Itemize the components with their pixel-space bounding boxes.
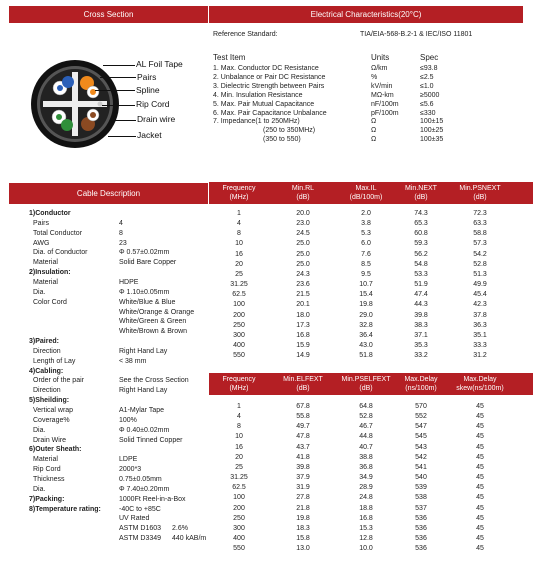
table-cell: 24.3 bbox=[296, 270, 310, 278]
spec-value: 4 bbox=[119, 219, 123, 227]
table-cell: 1 bbox=[237, 403, 241, 410]
test-spec: ≤330 bbox=[420, 109, 436, 117]
spec-extra: 440 kAB/m bbox=[172, 535, 207, 543]
spec-value: Φ 0.57±0.02mm bbox=[119, 249, 170, 257]
test-item: 7. Impedance(1 to 250MHz) bbox=[213, 118, 300, 126]
table-cell: 38.8 bbox=[359, 453, 373, 461]
table-cell: 10 bbox=[235, 240, 243, 248]
spec-label: Dia. of Conductor bbox=[33, 249, 88, 257]
spec-value: A1-Mylar Tape bbox=[119, 407, 165, 414]
table-cell: 536 bbox=[415, 545, 427, 553]
section-heading: 5)Sheilding: bbox=[29, 397, 70, 405]
table-cell: 46.7 bbox=[359, 423, 373, 431]
spec-value: 2000*3 bbox=[119, 466, 142, 474]
table-cell: 38.3 bbox=[414, 321, 428, 329]
table-cell: 40.7 bbox=[359, 443, 373, 451]
section-heading: 6)Outer Sheath: bbox=[29, 446, 82, 454]
table-cell: 29.0 bbox=[359, 311, 373, 319]
spec-value: Solid Bare Copper bbox=[119, 259, 177, 267]
table-cell: 31.9 bbox=[296, 484, 310, 492]
test-item: (350 to 550) bbox=[263, 136, 301, 144]
table-cell: 15.9 bbox=[296, 341, 310, 349]
electrical-title-bar bbox=[209, 6, 523, 23]
spec-label: Rip Cord bbox=[33, 466, 61, 474]
table-cell: 45 bbox=[476, 524, 484, 532]
table-cell: 21.5 bbox=[296, 291, 310, 299]
test-unit: nF/100m bbox=[371, 100, 399, 108]
table-cell: 59.3 bbox=[414, 240, 428, 248]
section-heading: 3)Paired: bbox=[29, 338, 59, 346]
table-cell: 27.8 bbox=[296, 494, 310, 502]
column-unit: (dB) bbox=[296, 194, 310, 201]
table-cell: 37.8 bbox=[473, 311, 487, 319]
table-cell: 200 bbox=[233, 311, 245, 319]
table-cell: 37.9 bbox=[296, 474, 310, 482]
test-item: 2. Unbalance or Pair DC Resistance bbox=[213, 73, 326, 81]
table-cell: 35.1 bbox=[473, 331, 487, 339]
table-cell: 37.1 bbox=[414, 331, 428, 339]
units-header: Units bbox=[371, 53, 390, 62]
label-rip-cord: Rip Cord bbox=[136, 99, 170, 109]
table-cell: 15.4 bbox=[359, 291, 373, 299]
reference-value: TIA/EIA-568-B.2-1 & IEC/ISO 11801 bbox=[360, 31, 473, 38]
table-cell: 540 bbox=[415, 474, 427, 482]
section-heading: 7)Packing: bbox=[29, 495, 65, 503]
table-cell: 20 bbox=[235, 260, 243, 268]
label-spline: Spline bbox=[136, 85, 160, 95]
column-unit: (dB) bbox=[359, 385, 373, 392]
table-cell: 1 bbox=[237, 210, 241, 217]
column-unit: (ns/100m) bbox=[405, 385, 437, 392]
test-spec: ≤5.6 bbox=[420, 100, 434, 108]
table-cell: 4 bbox=[237, 413, 241, 421]
table-cell: 4 bbox=[237, 220, 241, 228]
table-cell: 45 bbox=[476, 443, 484, 451]
table-cell: 62.5 bbox=[232, 484, 246, 492]
column-unit: (MHz) bbox=[229, 194, 249, 201]
table-cell: 400 bbox=[233, 341, 245, 349]
table-cell: 42.3 bbox=[473, 301, 487, 309]
table-cell: 18.0 bbox=[296, 311, 310, 319]
table-cell: 32.8 bbox=[359, 321, 373, 329]
table-cell: 9.5 bbox=[361, 270, 371, 278]
table-cell: 47.8 bbox=[296, 433, 310, 441]
table-cell: 45 bbox=[476, 403, 484, 410]
spec-label: Total Conductor bbox=[33, 229, 83, 237]
table-cell: 20.1 bbox=[296, 301, 310, 309]
column-unit: skew(ns/100m) bbox=[456, 385, 504, 392]
table-cell: 39.8 bbox=[296, 463, 310, 471]
table-cell: 25.0 bbox=[296, 260, 310, 268]
table-cell: 16 bbox=[235, 250, 243, 258]
table-cell: 550 bbox=[233, 352, 245, 360]
test-spec: ≤93.8 bbox=[420, 65, 438, 72]
reference-label: Reference Standard: bbox=[213, 31, 278, 38]
table-cell: 45.4 bbox=[473, 291, 487, 299]
table-cell: 41.8 bbox=[296, 453, 310, 461]
table-cell: 7.6 bbox=[361, 250, 371, 258]
spec-value: LDPE bbox=[119, 456, 138, 464]
table-cell: 65.3 bbox=[414, 220, 428, 228]
test-unit: kV/min bbox=[371, 82, 393, 90]
table-cell: 545 bbox=[415, 433, 427, 441]
table-cell: 10 bbox=[235, 433, 243, 441]
spec-value: Right Hand Lay bbox=[119, 347, 168, 355]
section-heading: 1)Conductor bbox=[29, 210, 71, 217]
test-unit: % bbox=[371, 73, 378, 81]
table-cell: 537 bbox=[415, 504, 427, 512]
label-jacket: Jacket bbox=[137, 130, 162, 140]
table-cell: 63.3 bbox=[473, 220, 487, 228]
table-cell: 6.0 bbox=[361, 240, 371, 248]
column-header: Max.Delay bbox=[404, 376, 438, 383]
table-cell: 54.2 bbox=[473, 250, 487, 258]
table-cell: 10.7 bbox=[359, 281, 373, 289]
column-header: Min.RL bbox=[291, 185, 315, 192]
test-spec: ≥5000 bbox=[420, 91, 440, 99]
table-cell: 541 bbox=[415, 463, 427, 471]
column-header: Frequency bbox=[222, 376, 256, 383]
test-unit: Ω bbox=[371, 118, 377, 126]
table-cell: 34.9 bbox=[359, 474, 373, 482]
table-cell: 49.7 bbox=[296, 423, 310, 431]
spec-label: Order of the pair bbox=[33, 377, 84, 385]
spec-value: ASTM D1603 bbox=[119, 525, 162, 533]
spec-value: See the Cross Section bbox=[119, 377, 189, 385]
column-unit: (dB/100m) bbox=[349, 194, 383, 201]
leader-line bbox=[103, 65, 135, 66]
table-cell: 5.3 bbox=[361, 230, 371, 238]
test-unit: pF/100m bbox=[371, 109, 399, 117]
table-cell: 45 bbox=[476, 463, 484, 471]
table-cell: 57.3 bbox=[473, 240, 487, 248]
test-unit: Ω bbox=[371, 136, 377, 144]
table-cell: 300 bbox=[233, 524, 245, 532]
cross-section-title-bar bbox=[9, 6, 208, 23]
spec-value: -40C to +85C bbox=[119, 505, 161, 513]
table-cell: 52.8 bbox=[473, 260, 487, 268]
table-cell: 2.0 bbox=[361, 210, 371, 217]
spec-value: Right Hand Lay bbox=[119, 387, 168, 395]
table-cell: 67.8 bbox=[296, 403, 310, 410]
table-cell: 33.3 bbox=[473, 341, 487, 349]
table-cell: 45 bbox=[476, 474, 484, 482]
table-cell: 552 bbox=[415, 413, 427, 421]
spec-value: 8 bbox=[119, 229, 123, 237]
table-cell: 19.8 bbox=[359, 301, 373, 309]
test-spec: ≤2.5 bbox=[420, 73, 434, 81]
leader-line bbox=[108, 136, 136, 137]
table-cell: 44.3 bbox=[414, 301, 428, 309]
test-item-header: Test Item bbox=[213, 53, 246, 62]
spec-label: Drain Wire bbox=[33, 436, 67, 444]
table-cell: 54.8 bbox=[414, 260, 428, 268]
table-cell: 18.3 bbox=[296, 524, 310, 532]
table-cell: 62.5 bbox=[232, 291, 246, 299]
section-heading: 8)Temperature rating: bbox=[29, 505, 101, 513]
label-pairs: Pairs bbox=[137, 72, 157, 82]
table-cell: 20 bbox=[235, 453, 243, 461]
table-cell: 23.6 bbox=[296, 281, 310, 289]
table-cell: 45 bbox=[476, 433, 484, 441]
test-item: 5. Max. Pair Mutual Capacitance bbox=[213, 100, 315, 108]
table-cell: 24.5 bbox=[296, 230, 310, 238]
table-cell: 19.8 bbox=[296, 514, 310, 522]
column-unit: (dB) bbox=[296, 385, 310, 392]
leader-line bbox=[95, 90, 135, 91]
spec-label: Color Cord bbox=[33, 298, 67, 306]
table-cell: 45 bbox=[476, 545, 484, 553]
table-cell: 45 bbox=[476, 423, 484, 431]
spec-label: Direction bbox=[33, 347, 61, 355]
test-item: 6. Max. Pair Capacitance Unbalance bbox=[213, 109, 327, 117]
table-cell: 16.8 bbox=[359, 514, 373, 522]
table-cell: 18.8 bbox=[359, 504, 373, 512]
section-heading: 4)Cabling: bbox=[29, 367, 64, 375]
table-cell: 10.0 bbox=[359, 545, 373, 553]
spec-label: Dia. bbox=[33, 426, 46, 434]
column-unit: (dB) bbox=[473, 194, 487, 201]
table-cell: 250 bbox=[233, 321, 245, 329]
table-cell: 17.3 bbox=[296, 321, 310, 329]
table-cell: 28.9 bbox=[359, 484, 373, 492]
spec-value: 100% bbox=[119, 416, 137, 424]
table-cell: 45 bbox=[476, 453, 484, 461]
table-cell: 536 bbox=[415, 514, 427, 522]
table-cell: 55.8 bbox=[296, 413, 310, 421]
cable-cross-section-figure bbox=[30, 54, 120, 154]
table-cell: 43.0 bbox=[359, 341, 373, 349]
table-cell: 20.0 bbox=[296, 210, 310, 217]
table-cell: 8 bbox=[237, 230, 241, 238]
test-item: (250 to 350MHz) bbox=[263, 127, 316, 135]
column-header: Max.Delay bbox=[463, 376, 497, 383]
table-cell: 23.0 bbox=[296, 220, 310, 228]
table-cell: 15.8 bbox=[296, 534, 310, 542]
table-cell: 45 bbox=[476, 413, 484, 421]
table-cell: 538 bbox=[415, 494, 427, 502]
spec-value: Φ 0.40±0.02mm bbox=[119, 426, 170, 434]
label-drain-wire: Drain wire bbox=[137, 114, 176, 124]
table-cell: 39.8 bbox=[414, 311, 428, 319]
spec-label: Dia. bbox=[33, 288, 46, 296]
table-cell: 36.4 bbox=[359, 331, 373, 339]
table-cell: 49.9 bbox=[473, 281, 487, 289]
table-cell: 44.8 bbox=[359, 433, 373, 441]
spec-label: Direction bbox=[33, 387, 61, 395]
table-cell: 250 bbox=[233, 514, 245, 522]
table-cell: 43.7 bbox=[296, 443, 310, 451]
spec-value: White/Brown & Brown bbox=[119, 328, 188, 336]
table-cell: 536 bbox=[415, 524, 427, 532]
table-cell: 72.3 bbox=[473, 210, 487, 217]
table-cell: 21.8 bbox=[296, 504, 310, 512]
table-cell: 13.0 bbox=[296, 545, 310, 553]
table-cell: 74.3 bbox=[414, 210, 428, 217]
spec-value: HDPE bbox=[119, 278, 139, 286]
table-cell: 25 bbox=[235, 270, 243, 278]
spec-value: 23 bbox=[119, 239, 127, 247]
spec-label: Dia. bbox=[33, 485, 46, 493]
table-cell: 300 bbox=[233, 331, 245, 339]
cable-description-title-bar bbox=[9, 183, 208, 204]
table-cell: 25.0 bbox=[296, 250, 310, 258]
spec-header: Spec bbox=[420, 53, 439, 62]
spec-label: Coverage% bbox=[33, 416, 70, 424]
table-cell: 56.2 bbox=[414, 250, 428, 258]
label-al-foil-tape: AL Foil Tape bbox=[136, 59, 183, 69]
table-cell: 33.2 bbox=[414, 352, 428, 360]
table-cell: 8 bbox=[237, 423, 241, 431]
cable-description-title: Cable Description bbox=[76, 189, 141, 198]
table-cell: 400 bbox=[233, 534, 245, 542]
table-cell: 547 bbox=[415, 423, 427, 431]
table-cell: 100 bbox=[233, 301, 245, 309]
column-unit: (dB) bbox=[414, 194, 428, 201]
table-cell: 543 bbox=[415, 443, 427, 451]
spec-value: Φ 1.10±0.05mm bbox=[119, 288, 170, 296]
table-cell: 45 bbox=[476, 514, 484, 522]
column-header: Max.IL bbox=[355, 185, 377, 192]
leader-line bbox=[110, 120, 136, 121]
table-cell: 3.8 bbox=[361, 220, 371, 228]
table-cell: 539 bbox=[415, 484, 427, 492]
column-header: Min.PSELFEXT bbox=[341, 376, 391, 383]
table-cell: 8.5 bbox=[361, 260, 371, 268]
table-cell: 52.8 bbox=[359, 413, 373, 421]
table-cell: 45 bbox=[476, 484, 484, 492]
test-unit: Ω bbox=[371, 127, 377, 135]
spec-value: 0.75±0.05mm bbox=[119, 475, 162, 483]
table-cell: 60.8 bbox=[414, 230, 428, 238]
table-cell: 16 bbox=[235, 443, 243, 451]
section-heading: 2)Insulation: bbox=[29, 269, 71, 277]
spec-extra: 2.6% bbox=[172, 525, 188, 533]
column-header: Frequency bbox=[222, 185, 256, 192]
table-cell: 14.9 bbox=[296, 352, 310, 360]
spec-label: Vertical wrap bbox=[33, 407, 74, 414]
test-unit: Ω/km bbox=[371, 65, 388, 72]
spec-label: Length of Lay bbox=[33, 357, 76, 365]
table-cell: 36.8 bbox=[359, 463, 373, 471]
spec-value: ASTM D3349 bbox=[119, 535, 162, 543]
table-cell: 100 bbox=[233, 494, 245, 502]
table-cell: 550 bbox=[233, 545, 245, 553]
spec-label: AWG bbox=[33, 239, 50, 247]
test-spec: 100±15 bbox=[420, 118, 444, 126]
cable-cross-section-icon bbox=[30, 54, 120, 154]
column-header: Min.ELFEXT bbox=[283, 376, 323, 383]
test-unit: MΩ-km bbox=[371, 91, 394, 99]
table-cell: 16.8 bbox=[296, 331, 310, 339]
spec-label: Thickness bbox=[33, 475, 65, 483]
table-cell: 31.25 bbox=[230, 281, 248, 289]
table-cell: 36.3 bbox=[473, 321, 487, 329]
table-cell: 536 bbox=[415, 534, 427, 542]
table-cell: 51.9 bbox=[414, 281, 428, 289]
table-cell: 45 bbox=[476, 494, 484, 502]
table-cell: 51.3 bbox=[473, 270, 487, 278]
test-spec: 100±25 bbox=[420, 127, 444, 135]
table-cell: 58.8 bbox=[473, 230, 487, 238]
table-cell: 25 bbox=[235, 463, 243, 471]
table-cell: 25.0 bbox=[296, 240, 310, 248]
test-spec: ≤1.0 bbox=[420, 82, 434, 90]
table-cell: 53.3 bbox=[414, 270, 428, 278]
spec-value: Φ 7.40±0.20mm bbox=[119, 485, 170, 493]
table-cell: 24.8 bbox=[359, 494, 373, 502]
spec-value: Solid Tinned Copper bbox=[119, 436, 183, 444]
table-cell: 45 bbox=[476, 534, 484, 542]
table-cell: 200 bbox=[233, 504, 245, 512]
spec-value: UV Rated bbox=[119, 515, 150, 523]
electrical-title: Electrical Characteristics(20°C) bbox=[310, 10, 422, 19]
test-spec: 100±35 bbox=[420, 136, 444, 144]
column-header: Min.PSNEXT bbox=[459, 185, 501, 192]
table-cell: 47.4 bbox=[414, 291, 428, 299]
spec-label: Material bbox=[33, 278, 58, 286]
table-cell: 45 bbox=[476, 504, 484, 512]
test-item: 4. Min. Insulation Resistance bbox=[213, 91, 303, 99]
table-cell: 31.25 bbox=[230, 474, 248, 482]
leader-line bbox=[100, 77, 136, 78]
test-item: 3. Dielectric Strength between Pairs bbox=[213, 82, 325, 90]
spec-value: < 38 mm bbox=[119, 357, 147, 365]
column-unit: (MHz) bbox=[229, 385, 249, 392]
table-cell: 35.3 bbox=[414, 341, 428, 349]
cross-section-title: Cross Section bbox=[83, 10, 134, 19]
table-cell: 12.8 bbox=[359, 534, 373, 542]
spec-label: Pairs bbox=[33, 219, 49, 227]
table-cell: 51.8 bbox=[359, 352, 373, 360]
table-cell: 15.3 bbox=[359, 524, 373, 532]
table-cell: 542 bbox=[415, 453, 427, 461]
test-item: 1. Max. Conductor DC Resistance bbox=[213, 65, 319, 72]
table-cell: 64.8 bbox=[359, 403, 373, 410]
leader-line bbox=[102, 105, 135, 106]
table-cell: 31.2 bbox=[473, 352, 487, 360]
spec-label: Material bbox=[33, 456, 58, 464]
column-header: Min.NEXT bbox=[405, 185, 437, 192]
table-cell: 570 bbox=[415, 403, 427, 410]
spec-label: Material bbox=[33, 259, 58, 267]
spec-value: 1000Ft Reel-in-a-Box bbox=[119, 495, 186, 503]
spec-value: White/Blue & Blue bbox=[119, 298, 176, 306]
spec-value: White/Orange & Orange bbox=[119, 308, 195, 316]
spec-value: White/Green & Green bbox=[119, 318, 187, 326]
